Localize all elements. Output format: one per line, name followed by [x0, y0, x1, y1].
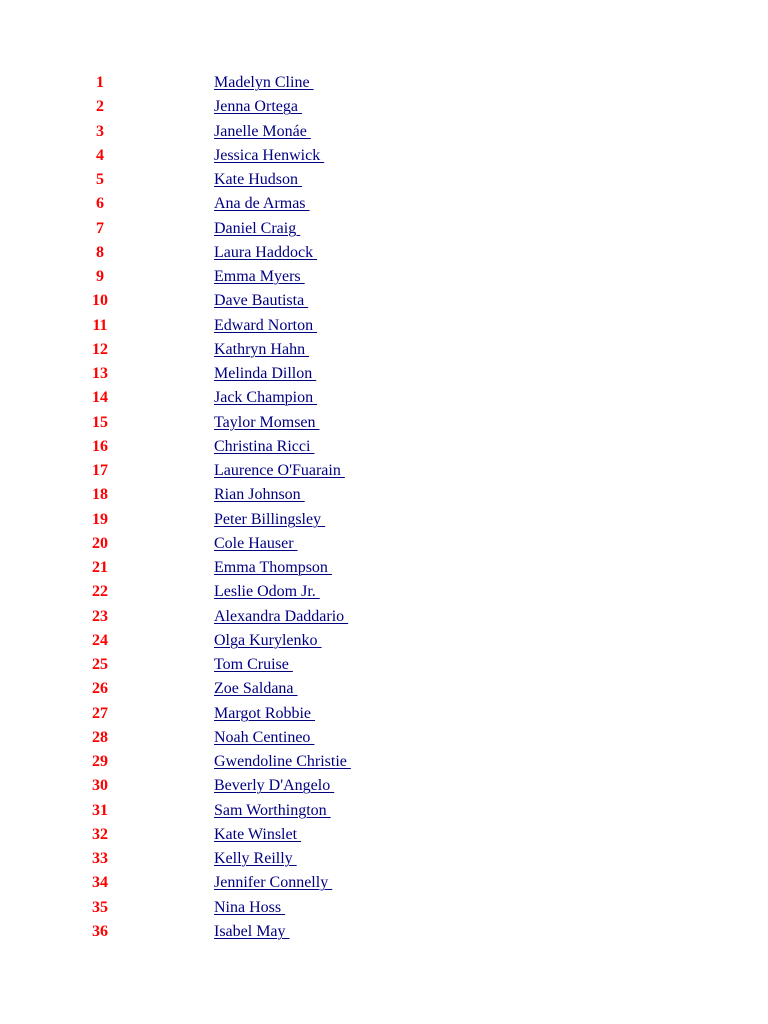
person-name-link[interactable]: Jessica Henwick — [214, 146, 325, 164]
list-item — [0, 629, 768, 653]
list-item — [0, 605, 768, 629]
rank-number: 19 — [92, 510, 108, 528]
list-item — [0, 532, 768, 556]
person-name-link[interactable]: Jenna Ortega — [214, 98, 302, 116]
list-item — [0, 702, 768, 726]
person-name-link[interactable]: Jennifer Connelly — [214, 874, 333, 892]
list-item — [0, 192, 768, 216]
rank-number: 8 — [96, 243, 104, 261]
person-name-link[interactable]: Zoe Saldana — [214, 680, 298, 698]
person-name-link[interactable]: Gwendoline Christie — [214, 753, 351, 770]
list-item — [0, 580, 768, 604]
person-name-link[interactable]: Kathryn Hahn — [214, 340, 310, 358]
rank-number: 18 — [92, 486, 108, 504]
list-item — [0, 314, 768, 338]
person-name-link[interactable]: Nina Hoss — [214, 898, 286, 916]
rank-number: 13 — [92, 365, 108, 382]
rank-number: 33 — [92, 850, 108, 867]
person-name-link[interactable]: Noah Centineo — [214, 728, 315, 746]
list-item — [0, 823, 768, 847]
person-name-link[interactable]: Daniel Craig — [214, 219, 301, 237]
person-name-link[interactable]: Tom Cruise — [214, 656, 293, 673]
list-item — [0, 95, 768, 119]
person-name-link[interactable]: Emma Myers — [214, 268, 305, 285]
person-name-link[interactable]: Christina Ricci — [214, 437, 315, 455]
list-item — [0, 435, 768, 459]
rank-number: 35 — [92, 898, 108, 916]
rank-number: 24 — [92, 631, 108, 649]
list-item — [0, 241, 768, 265]
ranked-name-list — [0, 71, 768, 944]
rank-number: 34 — [92, 874, 108, 892]
rank-number: 23 — [92, 607, 108, 625]
person-name-link[interactable]: Olga Kurylenko — [214, 631, 322, 649]
person-name-link[interactable]: Beverly D'Angelo — [214, 777, 335, 795]
person-name-link[interactable]: Kelly Reilly — [214, 850, 297, 867]
list-item — [0, 774, 768, 798]
person-name-link[interactable]: Taylor Momsen — [214, 413, 320, 431]
rank-number: 31 — [92, 801, 108, 819]
person-name-link[interactable]: Rian Johnson — [214, 486, 305, 504]
person-name-link[interactable]: Laurence O'Fuarain — [214, 462, 345, 479]
rank-number: 7 — [96, 219, 104, 237]
rank-number: 30 — [92, 777, 108, 795]
person-name-link[interactable]: Margot Robbie — [214, 704, 316, 722]
person-name-link[interactable]: Alexandra Daddario — [214, 607, 349, 625]
list-item — [0, 459, 768, 483]
rank-number: 3 — [96, 122, 104, 140]
list-item — [0, 362, 768, 386]
rank-number: 5 — [96, 171, 104, 188]
list-item — [0, 508, 768, 532]
list-item — [0, 483, 768, 507]
person-name-link[interactable]: Peter Billingsley — [214, 510, 326, 528]
list-item — [0, 217, 768, 241]
rank-number: 6 — [96, 195, 104, 213]
rank-number: 4 — [96, 146, 104, 164]
rank-number: 22 — [92, 583, 108, 601]
person-name-link[interactable]: Cole Hauser — [214, 534, 298, 552]
rank-number: 28 — [92, 728, 108, 746]
list-item — [0, 871, 768, 895]
rank-number: 29 — [92, 753, 108, 770]
list-item — [0, 411, 768, 435]
rank-number: 10 — [92, 292, 108, 310]
list-item — [0, 386, 768, 410]
person-name-link[interactable]: Dave Bautista — [214, 292, 309, 310]
person-name-link[interactable]: Leslie Odom Jr. — [214, 583, 320, 601]
list-item — [0, 556, 768, 580]
list-item — [0, 653, 768, 677]
rank-number: 21 — [92, 559, 108, 576]
list-item — [0, 265, 768, 289]
person-name-link[interactable]: Emma Thompson — [214, 559, 332, 576]
list-item — [0, 750, 768, 774]
person-name-link[interactable]: Kate Winslet — [214, 825, 302, 843]
list-item — [0, 799, 768, 823]
rank-number: 27 — [92, 704, 108, 722]
rank-number: 20 — [92, 534, 108, 552]
list-item — [0, 168, 768, 192]
rank-number: 26 — [92, 680, 108, 698]
rank-number: 12 — [92, 340, 108, 358]
list-item — [0, 289, 768, 313]
list-item — [0, 726, 768, 750]
person-name-link[interactable]: Madelyn Cline — [214, 74, 314, 91]
person-name-link[interactable]: Melinda Dillon — [214, 365, 317, 382]
person-name-link[interactable]: Kate Hudson — [214, 171, 302, 188]
list-item — [0, 71, 768, 95]
person-name-link[interactable]: Edward Norton — [214, 316, 318, 334]
list-item — [0, 896, 768, 920]
person-name-link[interactable]: Janelle Monáe — [214, 122, 311, 140]
person-name-link[interactable]: Sam Worthington — [214, 801, 331, 819]
list-item — [0, 677, 768, 701]
rank-number: 15 — [92, 413, 108, 431]
rank-number: 17 — [92, 462, 108, 479]
rank-number: 2 — [96, 98, 104, 116]
person-name-link[interactable]: Jack Champion — [214, 389, 318, 407]
rank-number: 1 — [96, 74, 104, 91]
rank-number: 25 — [92, 656, 108, 673]
rank-number: 11 — [92, 316, 108, 334]
list-item — [0, 144, 768, 168]
person-name-link[interactable]: Isabel May — [214, 922, 290, 940]
list-item — [0, 338, 768, 362]
person-name-link[interactable]: Ana de Armas — [214, 195, 310, 213]
person-name-link[interactable]: Laura Haddock — [214, 243, 318, 261]
rank-number: 14 — [92, 389, 108, 407]
rank-number: 36 — [92, 922, 108, 940]
rank-number: 9 — [96, 268, 104, 285]
rank-number: 32 — [92, 825, 108, 843]
list-item — [0, 847, 768, 871]
list-item — [0, 920, 768, 944]
rank-number: 16 — [92, 437, 108, 455]
list-item — [0, 120, 768, 144]
